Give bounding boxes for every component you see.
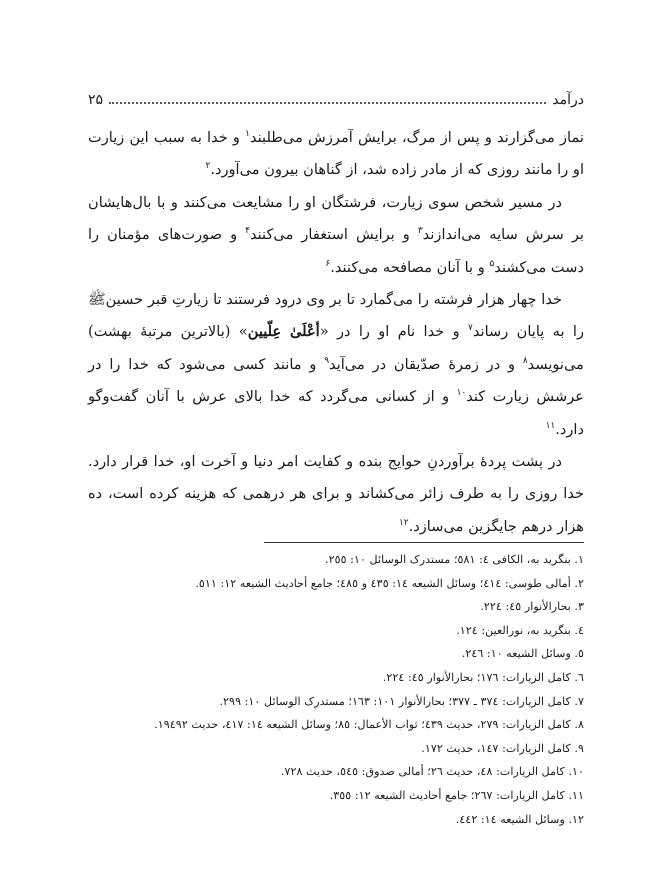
footnote: ٨. کامل الزیارات: ٢٧٩، حدیث ٤٣٩؛ ثواب الأعمال: ٨٥؛ وسائل الشیعه ١٤: ٤١٧، حدیث ١٩٤٩٢. (154, 718, 584, 732)
footnote: ٥. وسائل الشیعه ١٠: ٢٤٦. (461, 647, 584, 661)
footnote-ref: ۱۱ (545, 420, 556, 431)
footnote-ref: ۳ (417, 226, 423, 237)
text-run: را به پایان رساند (472, 323, 584, 341)
text-run: و خدا به سبب این زیارت او را مانند روزی که از مادر زاده شد، از گناهان بیرون می‌آورد. (88, 129, 584, 179)
footnote-ref: ۴ (245, 226, 250, 237)
text-run: » (بالاترین مرتبهٔ بهشت) می‌نویسد (88, 323, 584, 373)
section-title: درآمد (552, 92, 584, 108)
footnote-separator (264, 542, 584, 543)
footnote-ref: ۹ (324, 355, 330, 366)
footnote-ref: ۱۰ (456, 388, 467, 399)
footnotes (88, 548, 584, 831)
paragraph (88, 446, 584, 543)
footnote: ۳. بحارالأنوار ٤٥: ٢٢٤. (480, 600, 584, 614)
text-run: و خدا نام او را در « (319, 323, 468, 341)
paragraph (88, 122, 584, 187)
footnote: ٤. بنگرید به، نورالعین: ١٢٤. (456, 623, 584, 637)
footnote: ١٠. کامل الزیارات: ٤٨، حدیث ٢٦؛ أمالی صدوق: ٥٤٥، حدیث ٧٢٨. (280, 765, 584, 779)
body-text (88, 122, 584, 543)
text-run: و با آنان مصافحه می‌کنند. (330, 258, 490, 276)
text-run: و صورت‌های مؤمنان را دست می‌کشند (88, 226, 584, 276)
footnote: ٩. کامل الزیارات: ١٤٧، حدیث ١٧٢. (421, 741, 584, 755)
text-run: در پشت پردهٔ برآوردنِ حوایج بنده و کفایت امر دنیا و آخرت او، خدا قرار دارد. خدا روزی را به طرف زائر می‌کشاند و برای هر درهمی که هزینه کرده است، ده هزار درهم جایگزین می‌سازد. (88, 453, 584, 535)
text-run: و مانند کسی می‌شود که خدا را در عرشش زیارت کند (88, 355, 584, 406)
footnote-ref: ۵ (489, 258, 495, 269)
text-run: خدا چهار هزار فرشته را می‌گمارد تا بر وی درود فرستند تا زیارتِ قبر حسین (105, 291, 562, 309)
footnote: ٧. کامل الزیارات: ٣٧٤ ـ ٣٧٧؛ بحارالأنوار ١٠١: ١٦٣؛ مستدرک الوسائل ١٠: ٢٩٩. (219, 694, 584, 708)
text-run: و در زمرهٔ صدّیقان در می‌آید (329, 355, 523, 373)
text-run: و برایش استغفار می‌کنند (249, 226, 418, 244)
footnote: ١٢. وسائل الشیعه ١٤: ٤٤٢. (455, 812, 584, 826)
emphasized-term: أعْلَىٰ عِلّيين (247, 323, 320, 341)
footnote: ٦. کامل الزیارات: ١٧٦؛ بحارالأنوار ٤٥: ٢٢٤. (382, 670, 584, 684)
text-run: نماز می‌گزارند و پس از مرگ، برایش آمرزش می‌طلبند (249, 129, 584, 146)
footnote: ۲. أمالی طوسی: ٤١٤؛ وسائل الشیعه ١٤: ٤٣٥ و ٤٨٥؛ جامع أحادیث الشیعه ١٢: ٥١١. (195, 576, 584, 590)
page-number: ۲۵ (88, 92, 104, 108)
footnote-ref: ۶ (325, 258, 331, 269)
paragraph (88, 187, 584, 284)
footnote-ref: ۱ (245, 129, 250, 139)
running-header (88, 92, 584, 116)
footnote-ref: ۷ (468, 323, 473, 334)
dot-leader (109, 102, 546, 104)
footnote-ref: ۸ (522, 355, 528, 366)
paragraph (88, 284, 584, 446)
footnote: ١١. کامل الزیارات: ٢٦٧؛ جامع أحادیث الشیعه ١٢: ٣٥٥. (329, 788, 584, 802)
text-run: در مسیر شخص سوی زیارت، فرشتگان او را مشایعت می‌کنند و با بال‌هایشان بر سرش سایه می‌اندازند (88, 193, 584, 244)
footnote: ۱. بنگرید به، الکافی ٤: ٥٨١؛ مستدرک الوسائل ١٠: ٢٥٥. (325, 553, 584, 566)
text-run: ﷺ (88, 291, 106, 309)
footnote-ref: ۲ (205, 161, 211, 172)
footnote-ref: ۱۲ (398, 517, 409, 528)
text-run: و از کسانی می‌گردد که خدا بالای عرش با آنان گفت‌وگو دارد. (88, 388, 584, 438)
